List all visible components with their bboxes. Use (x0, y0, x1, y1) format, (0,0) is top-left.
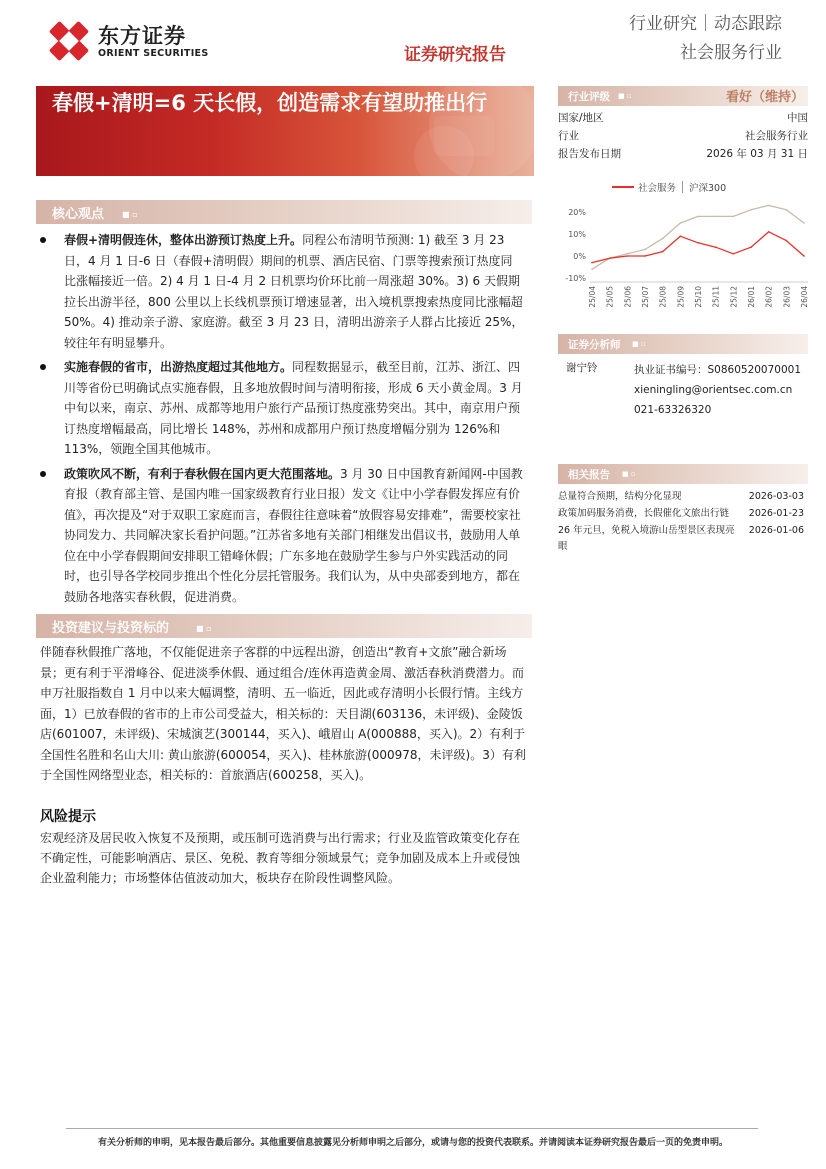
footer-disclaimer[interactable]: 有关分析师的申明，见本报告最后部分。其他重要信息披露见分析师申明之后部分，或请与您的投资代表联系。并请阅读本证券研究报告最后一页的免责申明。 (97, 1138, 728, 1148)
series-point (803, 222, 805, 224)
investment-header (36, 614, 532, 638)
bullet-dot-icon (40, 237, 46, 243)
performance-chart (558, 196, 816, 316)
section-dots-icon: ■ ▫ (622, 470, 636, 478)
analyst-header (558, 334, 808, 354)
info-key: 行业 (558, 130, 579, 142)
series-point (680, 222, 682, 224)
report-category: 行业研究｜动态跟踪 (629, 14, 782, 34)
bullet-lead: 政策吹风不断，有利于春秋假在国内更大范围落地。 (64, 466, 341, 481)
analyst-cert: 执业证书编号：S0860520070001 (634, 364, 802, 376)
industry-name: 社会服务行业 (680, 43, 782, 63)
info-row (558, 128, 808, 145)
investment-label: 投资建议与投资标的 (52, 621, 170, 636)
info-value: 中国 (787, 112, 808, 124)
x-tick-label: 25/06 (623, 286, 633, 308)
footer-divider (66, 1128, 758, 1129)
legend-swatch-1 (612, 186, 634, 188)
legend-separator (682, 181, 683, 193)
rating-value: 看好（维持） (725, 90, 804, 105)
y-tick-label: -10% (565, 274, 586, 283)
series-point (591, 262, 593, 264)
x-tick-label: 26/04 (800, 286, 809, 308)
series-point (662, 251, 664, 253)
x-tick-label: 26/03 (782, 286, 792, 308)
series-point (697, 216, 699, 218)
related-report-date: 2026-01-23 (748, 508, 804, 519)
related-report-title[interactable]: 26 年元旦，免税入境游山岳型景区表现亮眼 (558, 525, 735, 552)
related-label: 相关报告 (568, 469, 610, 481)
series-line (592, 232, 804, 263)
core-view-bullets (40, 230, 524, 611)
info-value: 2026 年 03 月 31 日 (706, 148, 808, 160)
legend-label-2: 沪深300 (689, 183, 727, 194)
related-report-date: 2026-03-03 (748, 491, 804, 502)
series-point (803, 255, 805, 257)
series-point (627, 253, 629, 255)
series-point (644, 249, 646, 251)
bullet-item (40, 357, 524, 460)
related-report-date: 2026-01-06 (748, 525, 804, 536)
bullet-lead: 实施春假的省市，出游热度超过其他地方。 (64, 360, 293, 374)
info-row (558, 146, 808, 163)
x-tick-label: 26/01 (747, 286, 756, 308)
series-point (786, 209, 788, 211)
info-key: 报告发布日期 (558, 148, 621, 160)
series-point (733, 216, 735, 218)
x-tick-label: 25/10 (694, 286, 703, 308)
x-tick-label: 25/07 (641, 286, 650, 308)
series-point (768, 205, 770, 207)
bullet-text: 3 月 30 日中国教育新闻网-中国教育报（教育部主管、是国内唯一国家级教育行业日报）发文《让中小学春假发挥应有价值》，再次提及“对于双职工家庭而言，春假往往意味着“放假容易安排难”，需要校家社协同发力、共同解决家长看护问题。”江苏省多地有关部门相继发出倡议书，鼓励用人单位在中小学春假期间安排职工错峰休假；广东多地在鼓励学生参与户外实践活动的同时，也引导各学校同步推出个性化分层托管服务。我们认为，从中央部委到地方，都在鼓励各地落实春秋假，促进消费。 (64, 466, 523, 604)
series-point (662, 238, 664, 240)
x-tick-label: 25/12 (729, 286, 739, 308)
analyst-email[interactable]: xieningling@orientsec.com.cn (634, 384, 793, 396)
series-point (627, 255, 629, 257)
report-category-block (629, 13, 782, 65)
section-dots-icon: ■ ▫ (122, 210, 138, 219)
chart-legend (612, 180, 726, 194)
rating-label: 行业评级 (568, 91, 610, 103)
analyst-phone: 021-63326320 (634, 404, 712, 416)
risk-title: 风险提示 (40, 809, 96, 825)
logo-en-text: ORIENT SECURITIES (98, 47, 209, 59)
core-view-header (36, 200, 532, 224)
series-point (715, 216, 717, 218)
legend-label-1: 社会服务 (638, 183, 677, 194)
y-tick-label: 20% (568, 208, 586, 217)
related-header (558, 464, 808, 484)
report-title: 春假+清明=6 天长假，创造需求有望助推出行 (52, 91, 488, 115)
series-point (609, 257, 611, 259)
related-report-title[interactable]: 总量符合预期，结构分化显现 (558, 491, 682, 502)
x-tick-label: 25/09 (676, 286, 686, 308)
bullet-lead: 春假+清明假连休，整体出游预订热度上升。 (64, 233, 303, 247)
series-point (697, 242, 699, 244)
bullet-item (40, 230, 524, 353)
series-point (750, 246, 752, 248)
bullet-text: 同程公布清明节预测: 1) 截至 3 月 23 日，4 月 1 日-6 日（春假+清明假）期间的机票、酒店民宿、门票等搜索预订热度同比涨幅接近一倍。2) 4 月 1 日-4 月 2 日机票均价环比前一周涨超 30%。3) 6 天假期拉长出游半径，800 公里以上长线机票预订增速显著，出入境机票搜索热度同比涨幅超 50%。4) 推动亲子游、家庭游。截至 3 月 23 日，清明出游亲子人群占比接近 25%，较往年有明显攀升。 (64, 233, 524, 350)
bullet-text: 同程数据显示，截至目前，江苏、浙江、四川等省份已明确试点实施春假，且多地放假时间与清明衔接，形成 6 天小黄金周。3 月中旬以来，南京、苏州、成都等地用户旅行产品预订热度涨势突出。其中，南京用户预订热度增幅最高，同比增长 148%，苏州和成都用户预订热度增幅分别为 126%和 113%，领跑全国其他城市。 (64, 360, 523, 456)
series-line (592, 205, 804, 269)
analyst-label: 证券分析师 (568, 339, 621, 351)
series-point (591, 268, 593, 270)
info-key: 国家/地区 (558, 112, 604, 124)
report-type: 证券研究报告 (404, 45, 506, 65)
info-value: 社会服务行业 (745, 130, 808, 142)
risk-text: 宏观经济及居民收入恢复不及预期，或压制可选消费与出行需求；行业及监管政策变化存在不确定性，可能影响酒店、景区、免税、教育等细分领域景气；竞争加剧及成本上升或侵蚀企业盈利能力；市场整体估值波动加大，板块存在阶段性调整风险。 (40, 831, 521, 885)
series-point (750, 209, 752, 211)
bullet-dot-icon (40, 364, 46, 370)
rating-header (558, 86, 808, 106)
x-tick-label: 25/05 (605, 286, 615, 308)
core-view-label: 核心观点 (52, 207, 105, 222)
x-tick-label: 26/02 (764, 286, 774, 308)
investment-text: 伴随春秋假推广落地，不仅能促进亲子客群的中远程出游，创造出“教育+文旅”融合新场景；更有利于平滑峰谷、促进淡季休假、通过组合/连休再造黄金周、激活春秋消费潜力。而申万社服指数自 1 月中以来大幅调整，清明、五一临近，因此或存清明小长假行情。主线方面，1）已放春假的省市的上市公司受益大，相关标的：天目湖(603136，未评级)、金陵饭店(601007，未评级)、宋城演艺(300144，买入)、峨眉山 A(000888，买入)。2）有利于全国性名胜和名山大川: 黄山旅游(600054，买入)、桂林旅游(000978，未评级)。3）有利于全国性网络型业态，相关标的：首旅酒店(600258，买入)。 (40, 645, 526, 782)
bullet-item (40, 464, 524, 608)
series-point (768, 231, 770, 233)
bullet-dot-icon (40, 471, 46, 477)
title-banner (36, 86, 534, 176)
series-point (733, 253, 735, 255)
related-report-title[interactable]: 政策加码服务消费，长假催化文旅出行链 (558, 508, 730, 519)
x-tick-label: 25/11 (711, 286, 721, 308)
x-tick-label: 25/04 (588, 286, 597, 308)
section-dots-icon: ■ ▫ (618, 92, 632, 100)
logo-mark-icon (48, 20, 90, 62)
series-point (644, 255, 646, 257)
series-point (680, 235, 682, 237)
section-dots-icon: ■ ▫ (196, 624, 212, 633)
series-point (786, 240, 788, 242)
y-tick-label: 10% (568, 230, 586, 239)
analyst-name: 谢宁铃 (566, 362, 598, 374)
logo-cn-text: 东方证券 (98, 23, 186, 48)
section-dots-icon: ■ ▫ (632, 340, 646, 348)
x-tick-label: 25/08 (658, 286, 668, 308)
series-point (715, 246, 717, 248)
y-tick-label: 0% (573, 252, 586, 261)
company-logo (48, 20, 208, 62)
info-row (558, 110, 808, 127)
